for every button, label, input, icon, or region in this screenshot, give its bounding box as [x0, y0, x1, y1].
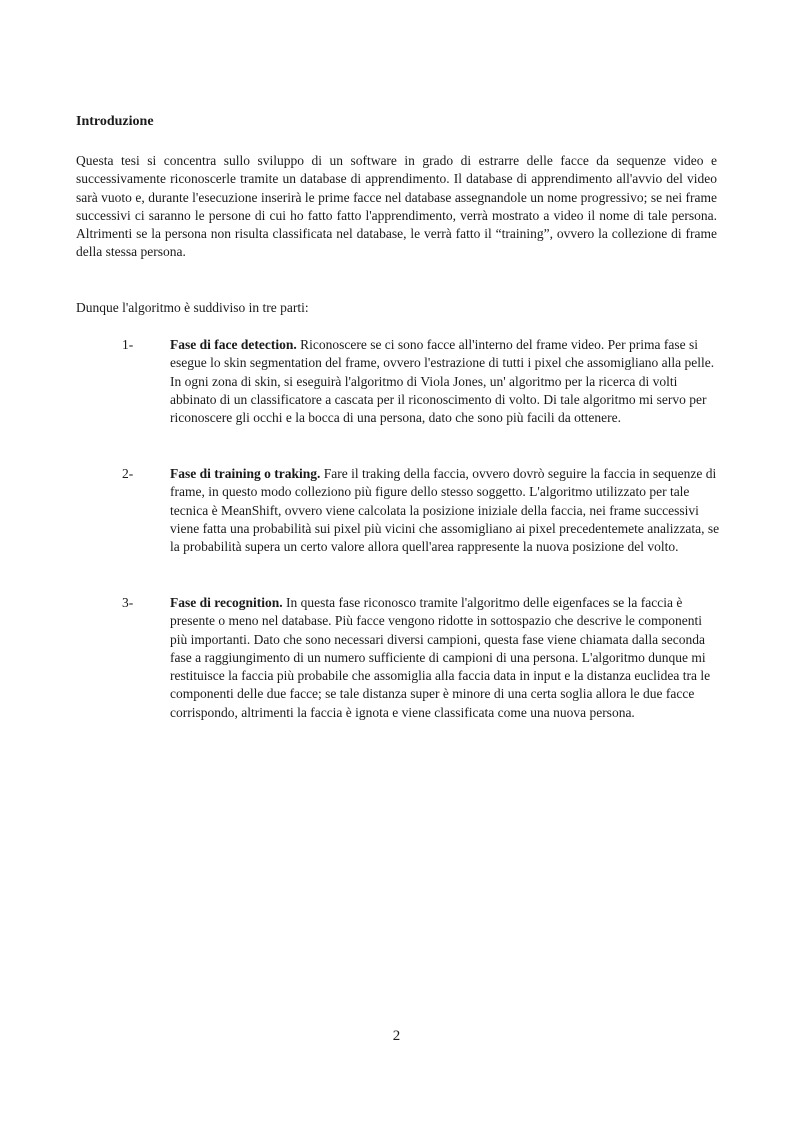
list-item-number: 3- [122, 595, 134, 610]
list-item-body [170, 594, 722, 722]
intro-paragraph: Questa tesi si concentra sullo sviluppo di un software in grado di estrarre delle facce da sequenze video e successivamente riconoscerle tramite un database di apprendimento. Il database di apprendimento all'avvio del video sarà vuoto e, durante l'esecuzione inserirà le prime facce nel database assegnandole un nome progressivo; se nei frame successivi ci saranno le persone di cui ho fatto fatto l'apprendimento, verrà mostrato a video il nome di tale persona. Altrimenti se la persona non risulta classificata nel database, le verrà fatto il “training”, ovvero la collezione di frame della stessa persona. [76, 153, 717, 260]
list-item-title: Fase di recognition. [170, 595, 283, 610]
list-item-body [170, 465, 722, 556]
list-item-text: In questa fase riconosco tramite l'algoritmo delle eigenfaces se la faccia è presente o meno nel database. Più facce vengono ridotte in sottospazio che descrive le componenti più importanti. Dato che sono necessari diversi campioni, questa fase viene chiamata dalla seconda fase a raggiungimento di un numero sufficiente di campioni di una persona. L'algoritmo dunque mi restituisce la faccia più probabile che assomiglia alla faccia data in input e la distanza euclidea tra le componenti delle due facce; se tale distanza super è minore di una certa soglia allora le due facce corrispondo, altrimenti la faccia è ignota e viene classificata come una nuova persona. [170, 595, 711, 720]
list-item-number: 2- [122, 466, 134, 481]
section-heading: Introduzione [76, 114, 154, 129]
list-item-title: Fase di face detection. [170, 337, 297, 352]
list-item-text: Riconoscere se ci sono facce all'interno del frame video. Per prima fase si esegue lo skin segmentation del frame, ovvero l'estrazione di tutti i pixel che assomigliano alla pelle. In ogni zona di skin, si eseguirà l'algoritmo di Viola Jones, un' algoritmo per la ricerca di volti abbinato di un classificatore a cascata per il riconoscimento di volto. Di tale algoritmo mi servo per riconoscere gli occhi e la bocca di una persona, dato che sono più facili da ottenere. [170, 337, 715, 426]
list-item-body [170, 336, 722, 427]
page-number: 2 [392, 1028, 401, 1044]
list-item-number: 1- [122, 337, 134, 352]
list-lead: Dunque l'algoritmo è suddiviso in tre parti: [76, 300, 309, 315]
list-item-text: Fare il traking della faccia, ovvero dovrò seguire la faccia in sequenze di frame, in questo modo colleziono più figure dello stesso soggetto. L'algoritmo utilizzato per tale tecnica è MeanShift, ovvero viene calcolata la posizione iniziale della faccia, nei frame successivi viene fatta una probabilità sui pixel più vicini che assomigliano ai pixel precedentemete analizzata, se la probabilità supera un certo valore allora quell'area rappresente la nuova posizione del volto. [170, 466, 720, 555]
list-item-title: Fase di training o traking. [170, 466, 321, 481]
